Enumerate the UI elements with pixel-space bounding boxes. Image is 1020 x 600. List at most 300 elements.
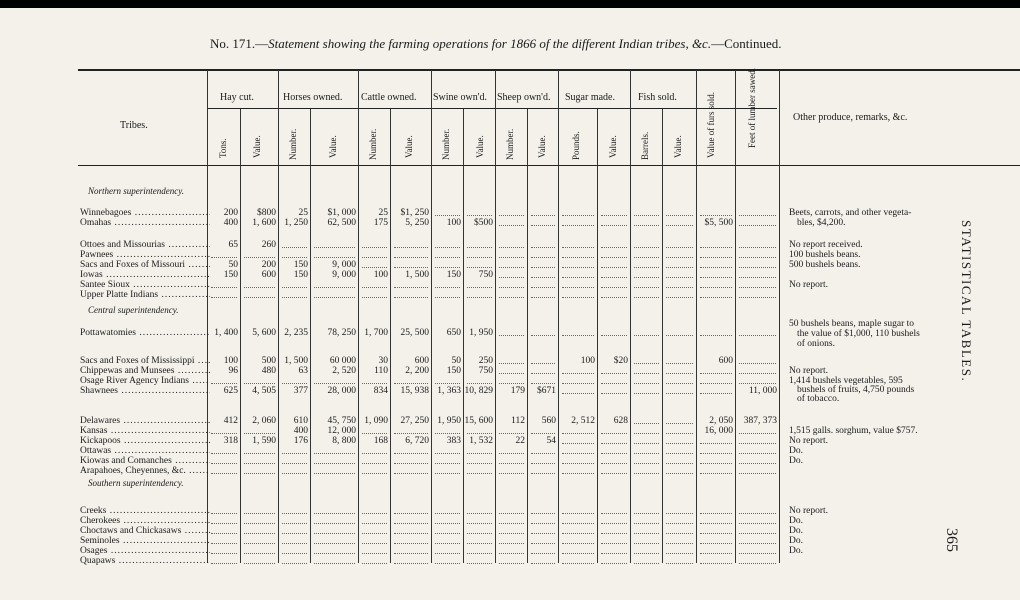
remark-text: No report. — [789, 280, 829, 290]
leader-dots — [435, 473, 460, 474]
leader-dots — [700, 463, 732, 464]
leader-dots — [666, 287, 693, 288]
leader-dots — [467, 523, 492, 524]
remark-text: Do. — [789, 546, 803, 556]
leader-dots — [700, 553, 732, 554]
leader-dots — [282, 543, 307, 544]
leader-dots — [666, 225, 693, 226]
leader-dots — [601, 543, 627, 544]
leader-dots — [467, 433, 492, 434]
leader-dots — [531, 257, 555, 258]
col-line — [495, 70, 496, 563]
leader-dots — [562, 215, 594, 216]
table-cell: 318 — [223, 436, 238, 446]
leader-dots — [531, 533, 555, 534]
leader-dots — [499, 473, 524, 474]
table-cell: 1, 250 — [284, 218, 308, 228]
table-cell: 377 — [293, 386, 308, 396]
leader-dots — [394, 523, 428, 524]
leader-dots — [700, 443, 732, 444]
page-number: 365 — [943, 528, 960, 552]
leader-dots — [562, 533, 594, 534]
table-cell: 250 — [478, 356, 493, 366]
leader-dots — [531, 433, 555, 434]
leader-dots — [244, 523, 275, 524]
leader-dots — [666, 277, 693, 278]
leader-dots — [739, 383, 776, 384]
leader-dots — [634, 297, 659, 298]
table-cell: 50 — [451, 356, 461, 366]
leader-dots — [499, 533, 524, 534]
leader-dots — [666, 473, 693, 474]
leader-dots — [739, 563, 776, 564]
leader-dots — [739, 453, 776, 454]
leader-dots — [634, 383, 659, 384]
leader-dots — [499, 543, 524, 544]
tribe-name: Osages ..... — [80, 546, 210, 556]
leader-dots — [700, 523, 732, 524]
leader-dots — [314, 563, 355, 564]
remark-text: No report. — [789, 506, 829, 516]
subheader-value: Value. — [673, 135, 683, 158]
tribe-name: Pottawatomies ..... — [80, 328, 210, 338]
remark-text: 50 bushels beans, maple sugar to — [789, 319, 915, 329]
leader-dots — [282, 287, 307, 288]
leader-dots — [499, 523, 524, 524]
table-cell: $500 — [474, 218, 493, 228]
leader-dots — [666, 453, 693, 454]
leader-dots — [562, 433, 594, 434]
leader-dots — [700, 215, 732, 216]
leader-dots — [435, 247, 460, 248]
table-cell: 168 — [373, 436, 388, 446]
leader-dots — [739, 335, 776, 336]
leader-dots — [362, 433, 387, 434]
leader-dots — [244, 563, 275, 564]
table-cell: 6, 720 — [405, 436, 429, 446]
tribe-name: Omahas ..... — [80, 218, 210, 228]
table-cell: 834 — [373, 386, 388, 396]
subheader-barrels: Barrels. — [640, 131, 650, 160]
tribe-name: Osage River Agency Indians ..... — [80, 376, 210, 386]
leader-dots — [666, 383, 693, 384]
table-cell: 412 — [223, 416, 238, 426]
leader-dots — [467, 383, 492, 384]
leader-dots — [634, 453, 659, 454]
leader-dots — [314, 543, 355, 544]
table-cell: 1, 950 — [437, 416, 461, 426]
tribe-name: Creeks ..... — [80, 506, 210, 516]
leader-dots — [531, 543, 555, 544]
leader-dots — [499, 215, 524, 216]
col-line — [207, 70, 208, 563]
tribe-name: Arapahoes, Cheyennes, &c. ..... — [80, 466, 210, 476]
leader-dots — [314, 553, 355, 554]
leader-dots — [394, 247, 428, 248]
col-line — [597, 109, 598, 563]
leader-dots — [435, 215, 460, 216]
table-number: No. 171.— — [210, 36, 269, 51]
tribe-name: Sacs and Foxes of Missouri ..... — [80, 260, 210, 270]
leader-dots — [435, 563, 460, 564]
leader-dots — [666, 423, 693, 424]
leader-dots — [531, 215, 555, 216]
leader-dots — [499, 383, 524, 384]
table-cell: 16, 000 — [704, 426, 733, 436]
table-cell: 15, 938 — [400, 386, 429, 396]
table-cell: 8, 800 — [332, 436, 356, 446]
tribe-name: Seminoles ..... — [80, 536, 210, 546]
leader-dots — [211, 463, 237, 464]
leader-dots — [314, 453, 355, 454]
leader-dots — [314, 297, 355, 298]
leader-dots — [211, 297, 237, 298]
leader-dots — [601, 277, 627, 278]
leader-dots — [211, 433, 237, 434]
section-southern: Southern superintendency. — [88, 478, 184, 488]
remark-text: Do. — [789, 516, 803, 526]
leader-dots — [634, 423, 659, 424]
table-cell: 112 — [511, 416, 525, 426]
header-lumber: Feet of lumber sawed. — [747, 68, 757, 148]
remark-text: Do. — [789, 526, 803, 536]
leader-dots — [394, 453, 428, 454]
col-line — [390, 109, 391, 563]
leader-dots — [601, 393, 627, 394]
remark-text: No report. — [789, 436, 829, 446]
leader-dots — [244, 473, 275, 474]
table-cell: 1, 090 — [364, 416, 388, 426]
leader-dots — [499, 563, 524, 564]
leader-dots — [314, 287, 355, 288]
leader-dots — [499, 277, 524, 278]
leader-dots — [362, 463, 387, 464]
leader-dots — [700, 383, 732, 384]
leader-dots — [666, 563, 693, 564]
leader-dots — [394, 257, 428, 258]
tribe-name: Santee Sioux ..... — [80, 280, 210, 290]
table-cell: 750 — [478, 366, 493, 376]
leader-dots — [435, 433, 460, 434]
leader-dots — [499, 267, 524, 268]
table-cell: 1, 500 — [405, 270, 429, 280]
leader-dots — [394, 433, 428, 434]
leader-dots — [394, 473, 428, 474]
leader-dots — [601, 247, 627, 248]
side-heading: STATISTICAL TABLES. — [959, 220, 974, 383]
leader-dots — [634, 433, 659, 434]
leader-dots — [499, 225, 524, 226]
leader-dots — [666, 267, 693, 268]
leader-dots — [634, 215, 659, 216]
header-hay: Hay cut. — [220, 92, 254, 103]
leader-dots — [666, 257, 693, 258]
leader-dots — [634, 225, 659, 226]
table-cell: 150 — [293, 260, 308, 270]
leader-dots — [700, 247, 732, 248]
table-cell: 11, 000 — [748, 386, 777, 396]
leader-dots — [739, 257, 776, 258]
leader-dots — [739, 267, 776, 268]
table-cell: 1, 700 — [364, 328, 388, 338]
leader-dots — [739, 513, 776, 514]
leader-dots — [531, 247, 555, 248]
leader-dots — [601, 335, 627, 336]
leader-dots — [467, 257, 492, 258]
leader-dots — [601, 523, 627, 524]
leader-dots — [634, 473, 659, 474]
col-line — [558, 70, 559, 563]
table-cell: 30 — [378, 356, 388, 366]
leader-dots — [700, 513, 732, 514]
table-cell: 25, 500 — [400, 328, 429, 338]
table-cell: 100 — [446, 218, 461, 228]
leader-dots — [700, 257, 732, 258]
leader-dots — [362, 563, 387, 564]
table-cell: 12, 000 — [327, 426, 356, 436]
subheader-value: Value. — [537, 135, 547, 158]
leader-dots — [601, 373, 627, 374]
table-cell: 600 — [261, 270, 276, 280]
leader-dots — [244, 297, 275, 298]
tribe-name: Ottoes and Missourias ..... — [80, 240, 210, 250]
table-cell: 2, 512 — [571, 416, 595, 426]
leader-dots — [700, 373, 732, 374]
leader-dots — [435, 257, 460, 258]
leader-dots — [499, 513, 524, 514]
table-cell: 100 — [373, 270, 388, 280]
table-cell: 400 — [293, 426, 308, 436]
section-northern: Northern superintendency. — [88, 186, 184, 196]
leader-dots — [499, 297, 524, 298]
leader-dots — [467, 463, 492, 464]
leader-dots — [634, 363, 659, 364]
subheader-value: Value. — [475, 135, 485, 158]
leader-dots — [394, 513, 428, 514]
table-cell: 175 — [373, 218, 388, 228]
leader-dots — [562, 373, 594, 374]
table-cell: 28, 000 — [327, 386, 356, 396]
table-cell: 27, 250 — [400, 416, 429, 426]
table-cell: 260 — [261, 240, 276, 250]
leader-dots — [211, 473, 237, 474]
table-cell: 25 — [378, 208, 388, 218]
leader-dots — [467, 215, 492, 216]
table-cell: 150 — [446, 270, 461, 280]
leader-dots — [531, 335, 555, 336]
leader-dots — [634, 335, 659, 336]
leader-dots — [211, 523, 237, 524]
leader-dots — [244, 553, 275, 554]
table-cell: 2, 235 — [284, 328, 308, 338]
leader-dots — [467, 267, 492, 268]
leader-dots — [666, 363, 693, 364]
tribe-name: Shawnees ..... — [80, 386, 210, 396]
leader-dots — [499, 553, 524, 554]
leader-dots — [562, 247, 594, 248]
leader-dots — [244, 287, 275, 288]
remark-text: bushels of fruits, 4,750 pounds — [797, 385, 915, 395]
table-cell: 1, 500 — [284, 356, 308, 366]
table-cell: 10, 829 — [464, 386, 493, 396]
subheader-value: Value. — [404, 135, 414, 158]
leader-dots — [666, 553, 693, 554]
leader-dots — [314, 473, 355, 474]
leader-dots — [435, 267, 460, 268]
leader-dots — [634, 513, 659, 514]
leader-dots — [531, 373, 555, 374]
col-line — [779, 70, 780, 563]
leader-dots — [394, 383, 428, 384]
leader-dots — [282, 297, 307, 298]
subheader-number: Number. — [288, 128, 298, 160]
remark-text: 1,414 bushels vegetables, 595 — [789, 376, 903, 386]
table-cell: $800 — [257, 208, 276, 218]
leader-dots — [499, 287, 524, 288]
table-cell: 78, 250 — [327, 328, 356, 338]
table-cell: $1, 250 — [400, 208, 429, 218]
leader-dots — [562, 523, 594, 524]
leader-dots — [211, 513, 237, 514]
leader-dots — [467, 513, 492, 514]
tribe-name: Chippewas and Munsees ..... — [80, 366, 210, 376]
page-title — [210, 36, 782, 52]
leader-dots — [394, 563, 428, 564]
table-cell: 2, 200 — [405, 366, 429, 376]
col-line — [310, 109, 311, 563]
table-cell: $671 — [537, 386, 556, 396]
leader-dots — [499, 463, 524, 464]
leader-dots — [362, 523, 387, 524]
leader-dots — [634, 257, 659, 258]
leader-dots — [562, 383, 594, 384]
leader-dots — [211, 543, 237, 544]
leader-dots — [634, 277, 659, 278]
tribe-name: Sacs and Foxes of Mississippi ..... — [80, 356, 210, 366]
col-line — [240, 109, 241, 563]
leader-dots — [739, 523, 776, 524]
remark-text: 500 bushels beans. — [789, 260, 861, 270]
leader-dots — [314, 257, 355, 258]
leader-dots — [531, 287, 555, 288]
leader-dots — [634, 373, 659, 374]
leader-dots — [314, 513, 355, 514]
leader-dots — [499, 335, 524, 336]
table-cell: 5, 600 — [252, 328, 276, 338]
leader-dots — [601, 463, 627, 464]
leader-dots — [739, 287, 776, 288]
leader-dots — [314, 463, 355, 464]
leader-dots — [282, 523, 307, 524]
leader-dots — [601, 287, 627, 288]
leader-dots — [467, 543, 492, 544]
leader-dots — [531, 553, 555, 554]
leader-dots — [562, 443, 594, 444]
header-tribes: Tribes. — [120, 120, 148, 131]
subheader-number: Number. — [505, 128, 515, 160]
leader-dots — [362, 247, 387, 248]
leader-dots — [394, 297, 428, 298]
subheader-value: Value. — [608, 135, 618, 158]
leader-dots — [634, 267, 659, 268]
leader-dots — [601, 453, 627, 454]
leader-dots — [739, 443, 776, 444]
table-cell: 150 — [223, 270, 238, 280]
col-line — [630, 70, 631, 563]
leader-dots — [211, 453, 237, 454]
table-cell: 500 — [261, 356, 276, 366]
leader-dots — [666, 463, 693, 464]
leader-dots — [531, 225, 555, 226]
table-cell: $1, 000 — [327, 208, 356, 218]
leader-dots — [666, 443, 693, 444]
header-sheep: Sheep own'd. — [497, 92, 551, 103]
document-page — [0, 8, 1020, 600]
leader-dots — [435, 513, 460, 514]
leader-dots — [211, 533, 237, 534]
leader-dots — [282, 463, 307, 464]
subheader-value: Value. — [328, 135, 338, 158]
leader-dots — [601, 225, 627, 226]
leader-dots — [666, 335, 693, 336]
leader-dots — [211, 287, 237, 288]
leader-dots — [244, 463, 275, 464]
table-cell: 150 — [293, 270, 308, 280]
leader-dots — [739, 363, 776, 364]
col-line — [527, 109, 528, 563]
leader-dots — [562, 513, 594, 514]
leader-dots — [282, 473, 307, 474]
leader-dots — [499, 363, 524, 364]
leader-dots — [394, 543, 428, 544]
table-cell: 480 — [261, 366, 276, 376]
leader-dots — [435, 453, 460, 454]
leader-dots — [467, 297, 492, 298]
leader-dots — [435, 463, 460, 464]
leader-dots — [244, 533, 275, 534]
subheader-number: Number. — [368, 128, 378, 160]
leader-dots — [562, 563, 594, 564]
leader-dots — [666, 433, 693, 434]
tribe-name: Kickapoos ..... — [80, 436, 210, 446]
group-rule — [207, 108, 777, 109]
leader-dots — [467, 533, 492, 534]
leader-dots — [601, 563, 627, 564]
table-cell: 150 — [446, 366, 461, 376]
leader-dots — [700, 533, 732, 534]
remark-text: Beets, carrots, and other vegeta- — [789, 208, 912, 218]
leader-dots — [634, 393, 659, 394]
leader-dots — [562, 287, 594, 288]
remark-text: Do. — [789, 446, 803, 456]
leader-dots — [666, 523, 693, 524]
table-cell: 387, 373 — [743, 416, 777, 426]
table-cell: 600 — [414, 356, 429, 366]
leader-dots — [531, 297, 555, 298]
leader-dots — [666, 543, 693, 544]
leader-dots — [739, 463, 776, 464]
leader-dots — [394, 287, 428, 288]
leader-dots — [362, 453, 387, 454]
leader-dots — [499, 247, 524, 248]
table-cell: 610 — [293, 416, 308, 426]
leader-dots — [562, 553, 594, 554]
table-cell: 9, 000 — [332, 270, 356, 280]
leader-dots — [634, 443, 659, 444]
leader-dots — [601, 383, 627, 384]
leader-dots — [634, 533, 659, 534]
table-cell: 50 — [228, 260, 238, 270]
